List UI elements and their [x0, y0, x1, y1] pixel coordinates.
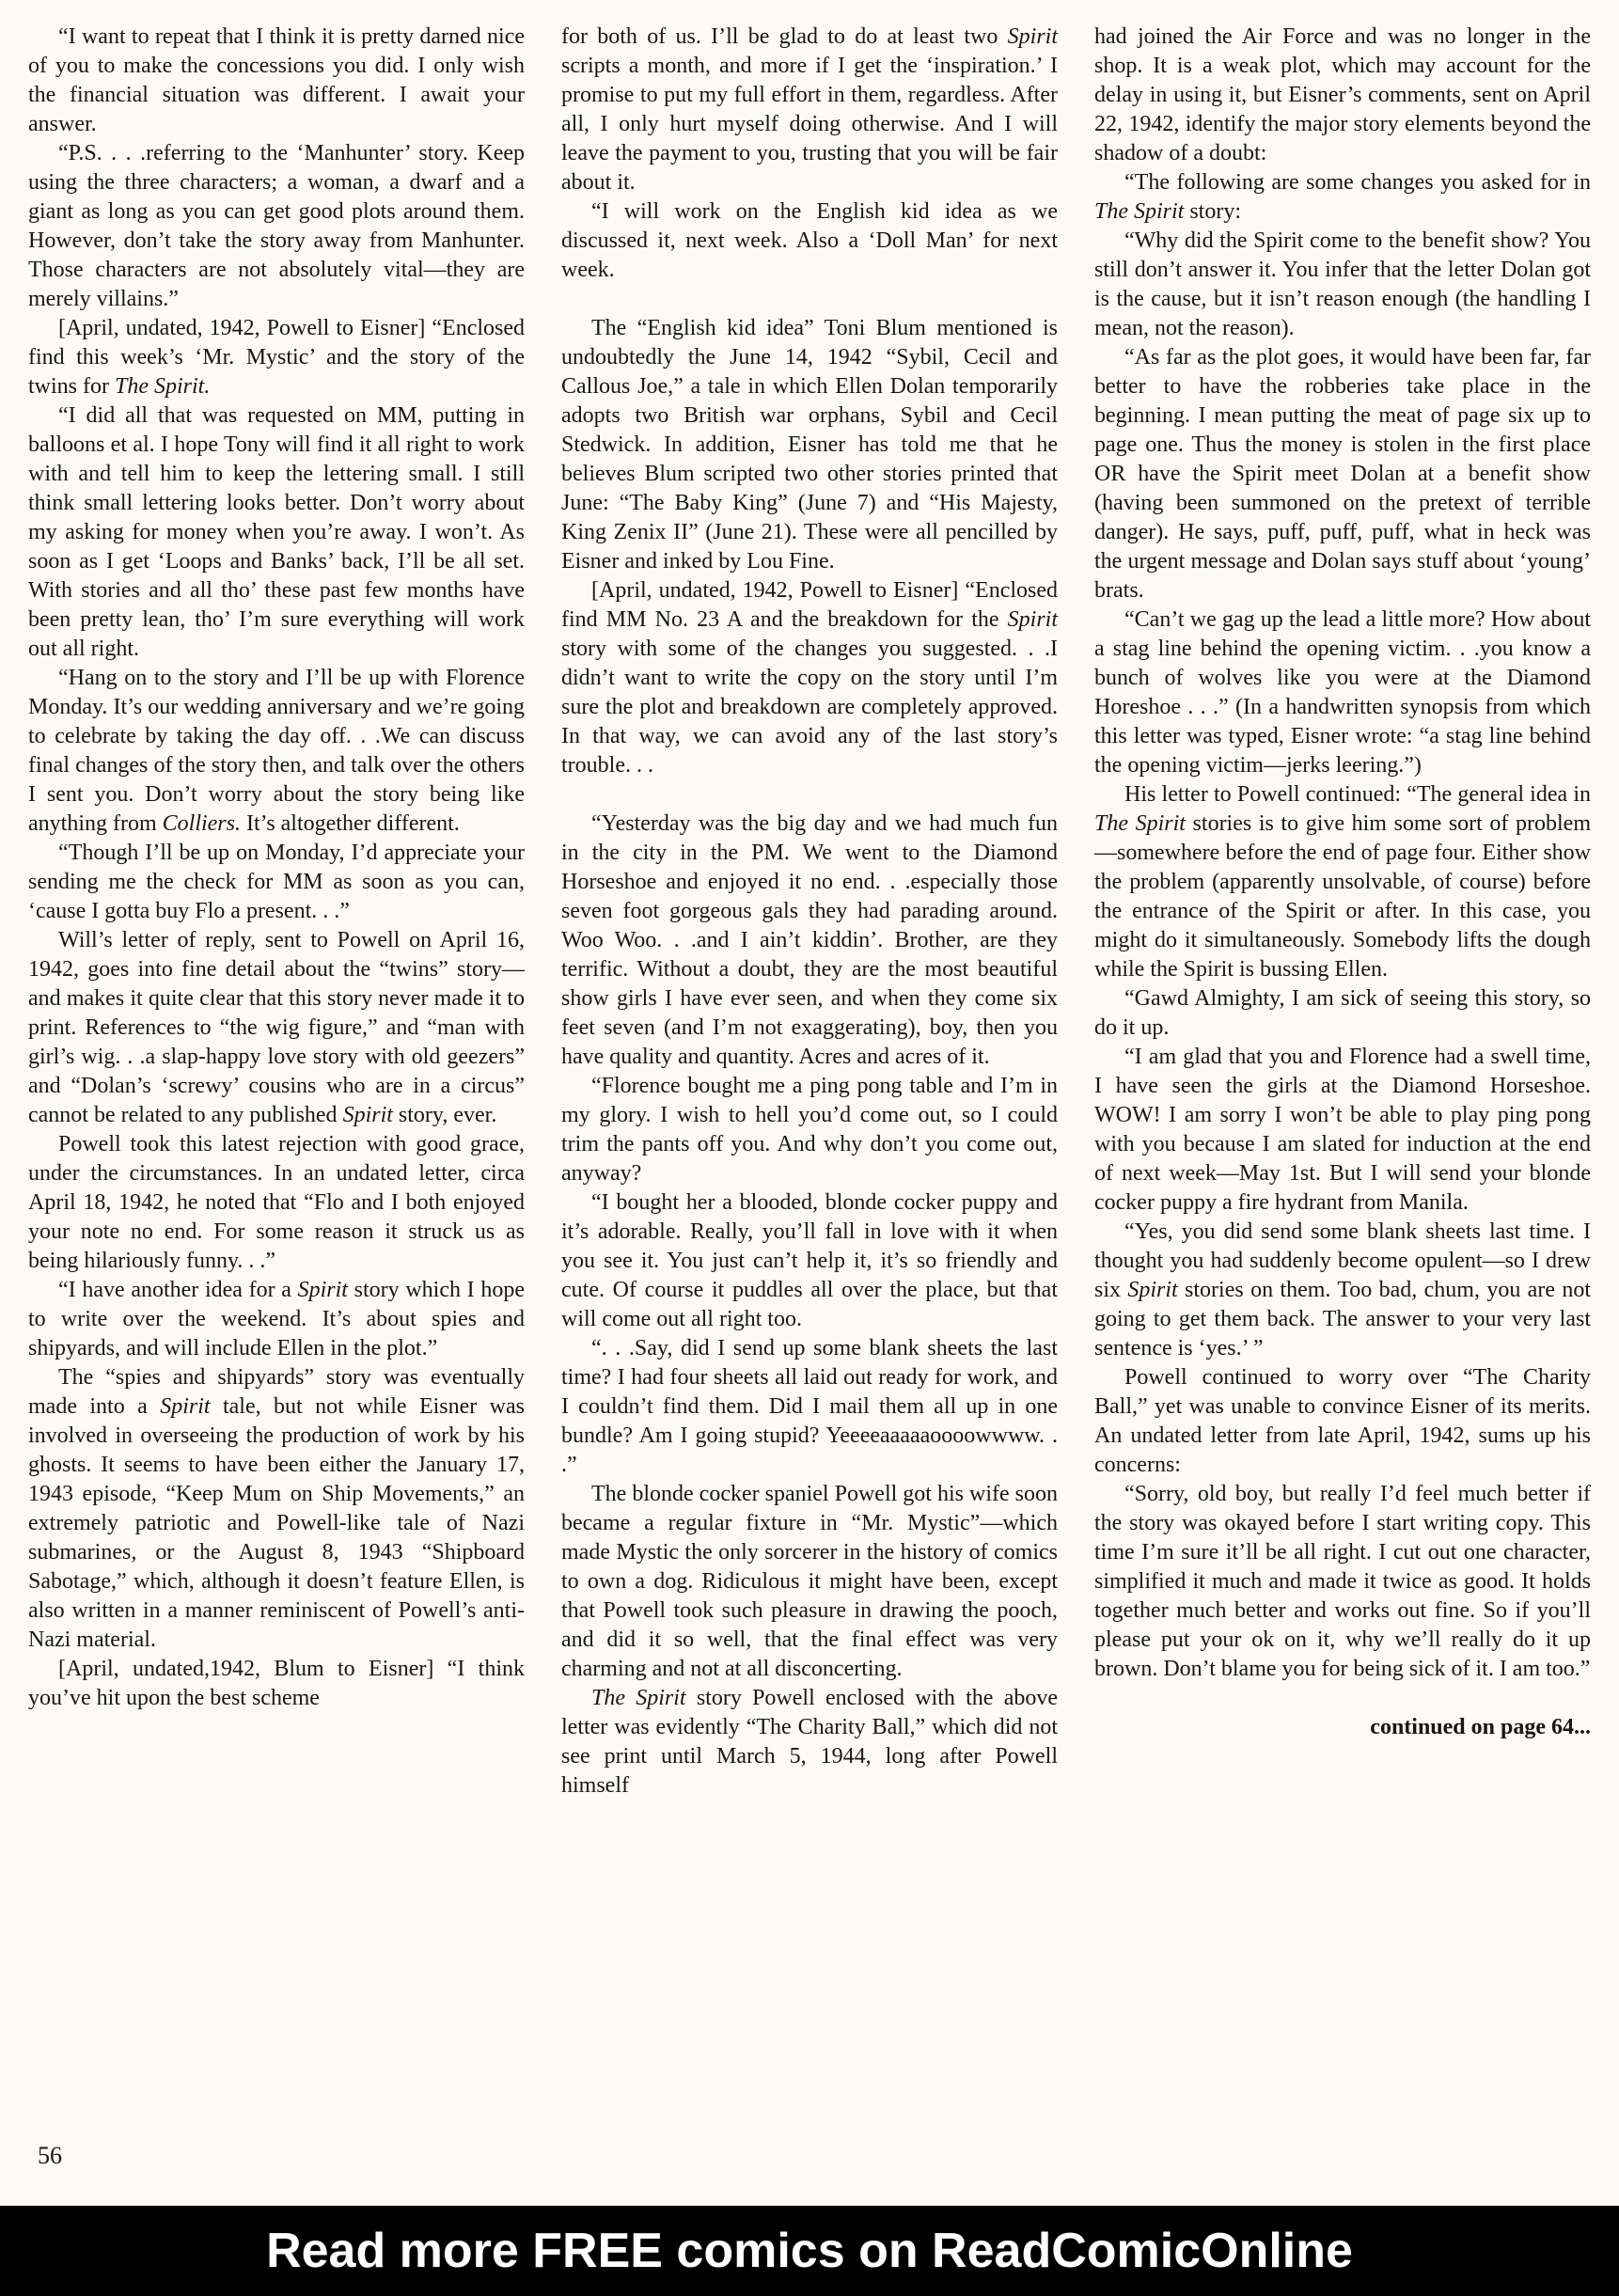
paragraph: “Why did the Spirit come to the benefit show? You still don’t answer it. You infer that the letter Dolan got is the cause, but it isn’t reason enough (the handling I mean, not the reason). [1094, 228, 1591, 340]
paragraph: “Though I’ll be up on Monday, I’d appreciate your sending me the check for MM as soon as you can, ‘cause I gotta buy Flo a present. . .” [28, 841, 525, 923]
paragraph: for both of us. I’ll be glad to do at least two Spirit scripts a month, and more if I get the ‘inspiration.’ I promise to put my full effort in them, regardless. After all, I only hurt myself doing otherwise. And I will leave the payment to you, trusting that you will be fair about it. [561, 24, 1058, 195]
paragraph: “P.S. . . .referring to the ‘Manhunter’ story. Keep using the three characters; a woman, a dwarf and a giant as long as you can get good plots around them. However, don’t take the story away from Manhunter. Those characters are not absolutely vital—they are merely villains.” [28, 141, 525, 311]
paragraph: The blonde cocker spaniel Powell got his wife soon became a regular fixture in “Mr. Mystic”—which made Mystic the only sorcerer in the history of comics to own a dog. Ridiculous it might have been, except that Powell took such pleasure in drawing the pooch, and did it so well, that the final effect was very charming and not at all disconcerting. [561, 1482, 1058, 1681]
paragraph: [April, undated,1942, Blum to Eisner] “I think you’ve hit upon the best scheme [28, 1657, 525, 1710]
paragraph: “Yes, you did send some blank sheets last time. I thought you had suddenly become opulent—so I drew six Spirit stories on them. Too bad, chum, you are not going to get them back. The answer to your very last sentence is ‘yes.’ ” [1094, 1219, 1591, 1360]
paragraph: “Florence bought me a ping pong table and I’m in my glory. I wish to hell you’d come out, so I could trim the pants off you. And why don’t you come out, anyway? [561, 1074, 1058, 1186]
text-column-1 [28, 23, 525, 2183]
paragraph: “The following are some changes you asked for in The Spirit story: [1094, 170, 1591, 224]
footer-banner-text[interactable]: Read more FREE comics on ReadComicOnline [266, 2224, 1353, 2278]
paragraph: “I have another idea for a Spirit story which I hope to write over the weekend. It’s about spies and shipyards, and will include Ellen in the plot.” [28, 1278, 525, 1360]
paragraph: “Sorry, old boy, but really I’d feel much better if the story was okayed before I start writing copy. This time I’m sure it’ll be all right. I cut out one character, simplified it much and made it twice as good. It holds together much better and works out fine. So if you’ll please put your ok on it, why we’ll really do it up brown. Don’t blame you for being sick of it. I am too.” [1094, 1482, 1591, 1681]
text-column-2 [561, 23, 1058, 2183]
paragraph: “I bought her a blooded, blonde cocker puppy and it’s adorable. Really, you’ll fall in love with it when you see it. You just can’t help it, it’s so friendly and cute. Of course it puddles all over the place, but that will come out all right too. [561, 1190, 1058, 1331]
paragraph: [April, undated, 1942, Powell to Eisner] “Enclosed find this week’s ‘Mr. Mystic’ and the story of the twins for The Spirit. [28, 316, 525, 399]
continued-note: continued on page 64... [1370, 1715, 1591, 1739]
paragraph: had joined the Air Force and was no longer in the shop. It is a weak plot, which may account for the delay in using it, but Eisner’s comments, sent on April 22, 1942, identify the major story elements beyond the shadow of a doubt: [1094, 24, 1591, 165]
paragraph: “Can’t we gag up the lead a little more? How about a stag line behind the opening victim. . .you know a bunch of wolves like you were at the Diamond Horeshoe . . .” (In a handwritten synopsis from which this letter was typed, Eisner wrote: “a stag line behind the opening victim—jerks leering.”) [1094, 607, 1591, 778]
paragraph: The “spies and shipyards” story was eventually made into a Spirit tale, but not while Eisner was involved in overseeing the production of work by his ghosts. It seems to have been either the January 17, 1943 episode, “Keep Mum on Ship Movements,” an extremely patriotic and Powell-like tale of Nazi submarines, or the August 8, 1943 “Shipboard Sabotage,” which, although it doesn’t feature Ellen, is also written in a manner reminiscent of Powell’s anti-Nazi material. [28, 1365, 525, 1652]
paragraph: The Spirit story Powell enclosed with the above letter was evidently “The Charity Ball,” which did not see print until March 5, 1944, long after Powell himself [561, 1686, 1058, 1798]
paragraph: Will’s letter of reply, sent to Powell on April 16, 1942, goes into fine detail about the “twins” story—and makes it quite clear that this story never made it to print. References to “the wig figure,” and “man with girl’s wig. . .a slap-happy love story with old geezers” and “Dolan’s ‘screwy’ cousins who are in a circus” cannot be related to any published Spirit story, ever. [28, 928, 525, 1127]
paragraph: His letter to Powell continued: “The general idea in The Spirit stories is to give him some sort of problem—somewhere before the end of page four. Either show the problem (apparently unsolvable, of course) before the entrance of the Spirit or after. In this case, you might do it simultaneously. Somebody lifts the dough while the Spirit is bussing Ellen. [1094, 782, 1592, 982]
paragraph: The “English kid idea” Toni Blum mentioned is undoubtedly the June 14, 1942 “Sybil, Cecil and Callous Joe,” a tale in which Ellen Dolan temporarily adopts two British war orphans, Sybil and Cecil Stedwick. In addition, Eisner has told me that he believes Blum scripted two other stories printed that June: “The Baby King” (June 7) and “His Majesty, King Zenix II” (June 21). These were all pencilled by Eisner and inked by Lou Fine. [561, 316, 1058, 574]
footer-banner[interactable] [0, 2206, 1619, 2296]
paragraph: [April, undated, 1942, Powell to Eisner] “Enclosed find MM No. 23 A and the breakdown for the Spirit story with some of the changes you suggested. . .I didn’t want to write the copy on the story until I’m sure the plot and breakdown are completely approved. In that way, we can avoid any of the last story’s trouble. . . [561, 578, 1058, 778]
paragraph: “I did all that was requested on MM, putting in balloons et al. I hope Tony will find it all right to work with and tell him to keep the lettering small. I still think small lettering looks better. Don’t worry about my asking for money when you’re away. I won’t. As soon as I get ‘Loops and Banks’ back, I’ll be all set. With stories and all tho’ these past few months have been pretty lean, tho’ I’m sure everything will work out all right. [28, 403, 525, 661]
paragraph: “Gawd Almighty, I am sick of seeing this story, so do it up. [1094, 986, 1591, 1040]
paragraph: “As far as the plot goes, it would have been far, far better to have the robberies take place in the beginning. I mean putting the meat of page six up to page one. Thus the money is stolen in the first place OR have the Spirit meet Dolan at a benefit show (having been summoned on the pretext of terrible danger). He says, puff, puff, puff, what in heck was the urgent message and Dolan says stuff about ‘young’ brats. [1094, 345, 1591, 603]
paragraph: “Yesterday was the big day and we had much fun in the city in the PM. We went to the Diamond Horseshoe and enjoyed it no end. . .especially those seven foot gorgeous gals they had parading around. Woo Woo. . .and I ain’t kiddin’. Brother, are they terrific. Without a doubt, they are the most beautiful show girls I have ever seen, and when they come six feet seven (and I’m not exaggerating), boy, then you have quality and quantity. Acres and acres of it. [561, 811, 1058, 1069]
paragraph: “Hang on to the story and I’ll be up with Florence Monday. It’s our wedding anniversary and we’re going to celebrate by taking the day off. . .We can discuss final changes of the story then, and talk over the others I sent you. Don’t worry about the story being like anything from Colliers. It’s altogether different. [28, 666, 525, 836]
paragraph: “I want to repeat that I think it is pretty darned nice of you to make the concessions you did. I only wish the financial situation was different. I await your answer. [28, 24, 525, 136]
page-number: 56 [38, 2142, 62, 2169]
text-column-3 [1094, 23, 1591, 2183]
paragraph: Powell took this latest rejection with good grace, under the circumstances. In an undated letter, circa April 18, 1942, he noted that “Flo and I both enjoyed your note no end. For some reason it struck us as being hilariously funny. . .” [28, 1132, 525, 1273]
paragraph: Powell continued to worry over “The Charity Ball,” yet was unable to convince Eisner of its merits. An undated letter from late April, 1942, sums up his concerns: [1094, 1365, 1591, 1477]
paragraph: “. . .Say, did I send up some blank sheets the last time? I had four sheets all laid out ready for work, and I couldn’t find them. Did I mail them all up in one bundle? Am I going stupid? Yeeeeaaaaaoooowwww. . .” [561, 1336, 1058, 1477]
paragraph: “I will work on the English kid idea as we discussed it, next week. Also a ‘Doll Man’ for next week. [561, 199, 1058, 282]
paragraph: “I am glad that you and Florence had a swell time, I have seen the girls at the Diamond Horseshoe. WOW! I am sorry I won’t be able to play ping pong with you because I am slated for induction at the end of next week—May 1st. But I will send your blonde cocker puppy a fire hydrant from Manila. [1094, 1045, 1591, 1215]
